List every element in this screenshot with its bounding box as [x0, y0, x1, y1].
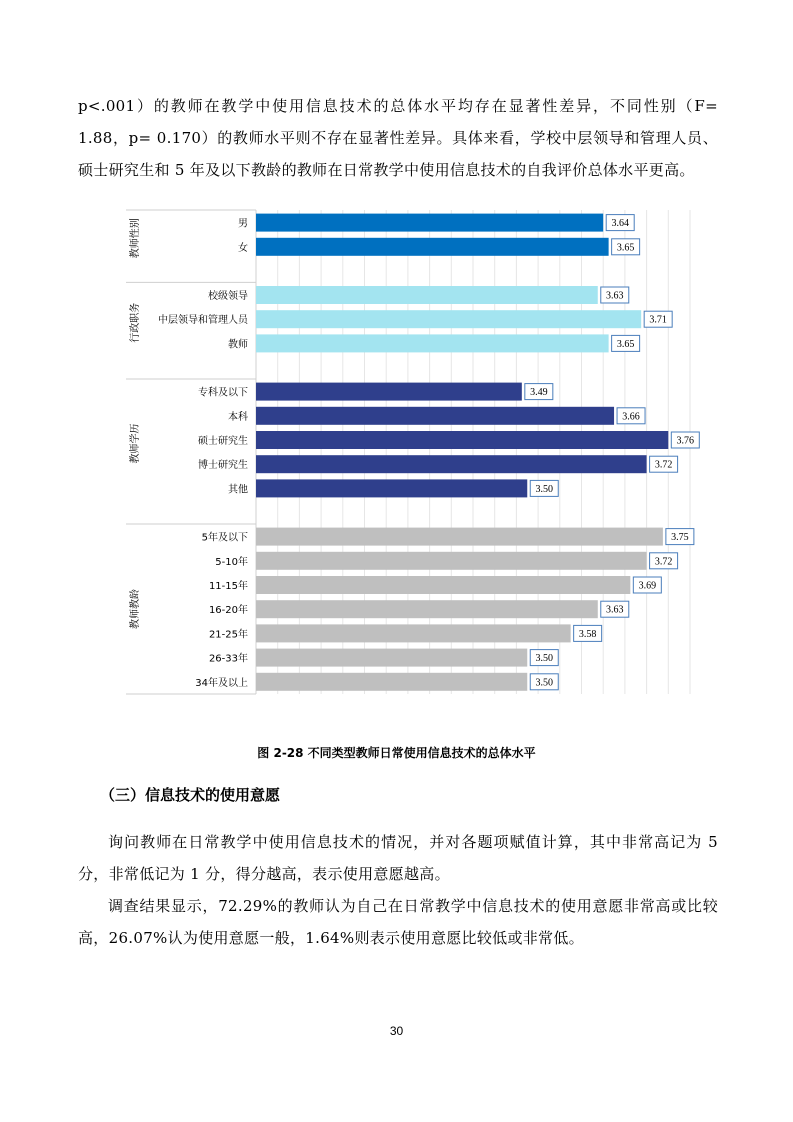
bar [256, 286, 598, 304]
category-label: 中层领导和管理人员 [158, 315, 248, 327]
category-label: 硕士研究生 [198, 436, 248, 447]
page-number: 30 [389, 1024, 404, 1038]
bar [256, 455, 647, 473]
bar [256, 310, 641, 328]
category-label: 26-33年 [208, 653, 248, 665]
bar [256, 479, 527, 497]
category-label: 21-25年 [208, 629, 248, 641]
figure-caption: 图 2-28 不同类型教师日常使用信息技术的总体水平 [257, 746, 536, 760]
bar [256, 552, 647, 570]
bar [256, 649, 527, 667]
category-label: 11-15年 [208, 581, 248, 592]
data-label: 3.76 [676, 435, 695, 447]
data-label: 3.72 [654, 459, 673, 471]
data-label: 3.75 [671, 532, 689, 544]
group-label: 教师教龄 [130, 589, 141, 629]
data-label: 3.49 [530, 387, 548, 399]
category-label: 校级领导 [208, 291, 248, 302]
bar [256, 576, 630, 594]
category-label: 5年及以下 [201, 532, 248, 544]
bar [256, 600, 598, 618]
bar [256, 431, 668, 449]
result-paragraph: 调查结果显示，72.29%的教师认为自己在日常教学中信息技术的使用意愿非常高或比较高，26.07%认为使用意愿一般，1.64%则表示使用意愿比较低或非常低。 [78, 897, 718, 947]
data-label: 3.65 [616, 338, 635, 350]
data-label: 3.58 [578, 628, 597, 640]
category-label: 专科及以下 [198, 387, 248, 399]
data-label: 3.72 [654, 556, 673, 568]
intro-paragraph: p<.001）的教师在教学中使用信息技术的总体水平均存在显著性差异，不同性别（F= 1.88，p= 0.170）的教师水平则不存在显著性差异。具体来看，学校中层领导和管理人员、硕士研究生和 5 年及以下教龄的教师在日常教学中使用信息技术的自我评价总体水平更高。 [78, 97, 718, 179]
bar [256, 214, 603, 232]
bar [256, 238, 609, 256]
category-label: 博士研究生 [198, 460, 248, 472]
bar [256, 383, 522, 401]
category-label: 教师 [228, 339, 248, 351]
bar [256, 624, 571, 642]
section-heading: （三）信息技术的使用意愿 [100, 786, 281, 804]
data-label: 3.63 [606, 604, 624, 616]
category-label: 5-10年 [215, 556, 248, 568]
data-label: 3.64 [611, 218, 629, 230]
category-label: 其他 [228, 484, 248, 496]
group-label: 教师学历 [130, 423, 141, 464]
data-label: 3.50 [535, 653, 553, 665]
bar [256, 407, 614, 425]
bar [256, 334, 609, 352]
data-label: 3.50 [535, 483, 553, 495]
data-label: 3.66 [622, 411, 640, 423]
category-label: 女 [238, 242, 248, 254]
group-label: 行政职务 [130, 302, 141, 343]
method-paragraph: 询问教师在日常教学中使用信息技术的情况，并对各题项赋值计算，其中非常高记为 5 分，非常低记为 1 分，得分越高，表示使用意愿越高。 [78, 833, 718, 883]
data-label: 3.65 [616, 242, 635, 254]
category-label: 本科 [228, 411, 248, 423]
category-label: 男 [238, 218, 248, 230]
category-label: 16-20年 [208, 605, 248, 617]
data-label: 3.69 [638, 580, 657, 592]
category-label: 34年及以上 [195, 677, 248, 689]
data-label: 3.50 [535, 677, 553, 689]
bar [256, 673, 527, 691]
group-label: 教师性别 [130, 218, 141, 259]
data-label: 3.71 [649, 314, 667, 326]
bar [256, 528, 663, 546]
data-label: 3.63 [606, 290, 624, 302]
